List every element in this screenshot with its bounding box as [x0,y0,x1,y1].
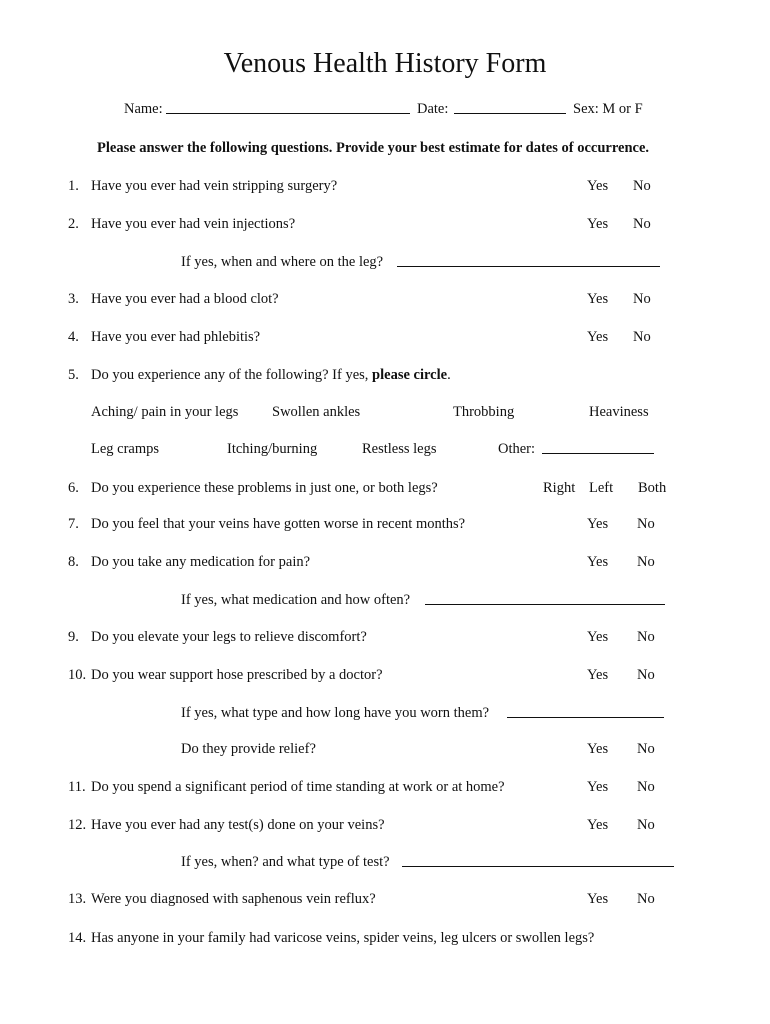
q8-yes[interactable]: Yes [587,554,609,570]
q1-text: Have you ever had vein stripping surgery? [91,178,338,194]
q11-text: Do you spend a significant period of time standing at work or at home? [91,779,505,795]
q11-no[interactable]: No [637,779,655,795]
q5-option-other[interactable]: Other: [498,441,536,457]
q5-option-throbbing[interactable]: Throbbing [453,404,515,420]
q3-yes[interactable]: Yes [587,291,609,307]
q14-number: 14. [68,930,87,946]
q4-no[interactable]: No [633,329,651,345]
q8-number: 8. [68,554,79,570]
q11-number: 11. [68,779,86,795]
q10-sub-no[interactable]: No [637,741,655,757]
q6-number: 6. [68,480,79,496]
q3-text: Have you ever had a blood clot? [91,291,279,307]
q12-yes[interactable]: Yes [587,817,609,833]
q5-option-heaviness[interactable]: Heaviness [589,404,649,420]
q5-option-aching[interactable]: Aching/ pain in your legs [91,404,239,420]
q8-no[interactable]: No [637,554,655,570]
date-label: Date: [417,101,449,117]
q14-text: Has anyone in your family had varicose veins, spider veins, leg ulcers or swollen legs? [91,930,595,946]
q1-no[interactable]: No [633,178,651,194]
date-field[interactable] [454,100,566,114]
q5-text [91,366,451,384]
q3-no[interactable]: No [633,291,651,307]
q6-left[interactable]: Left [589,480,614,496]
q2-no[interactable]: No [633,216,651,232]
q6-both[interactable]: Both [638,480,667,496]
q12-text: Have you ever had any test(s) done on your veins? [91,817,385,833]
sex-field[interactable]: Sex: M or F [573,101,643,117]
name-label: Name: [124,101,163,117]
q4-number: 4. [68,329,79,345]
q5-other-line[interactable] [542,440,654,454]
q5-option-itching[interactable]: Itching/burning [227,441,318,457]
q10-no[interactable]: No [637,667,655,683]
q12-followup: If yes, when? and what type of test? [181,854,390,870]
q5-text-a: Do you experience any of the following? If yes, [91,367,373,383]
q1-yes[interactable]: Yes [587,178,609,194]
q10-sub-question: Do they provide relief? [181,741,316,757]
q5-option-leg-cramps[interactable]: Leg cramps [91,441,160,457]
q2-answer-line[interactable] [397,253,660,267]
q2-number: 2. [68,216,79,232]
q9-number: 9. [68,629,79,645]
form-title: Venous Health History Form [223,48,547,79]
name-field[interactable] [166,100,410,114]
q13-no[interactable]: No [637,891,655,907]
q10-answer-line[interactable] [507,704,664,718]
q4-yes[interactable]: Yes [587,329,609,345]
q2-text: Have you ever had vein injections? [91,216,296,232]
q1-number: 1. [68,178,79,194]
q6-right[interactable]: Right [543,480,576,496]
q5-text-c: . [447,367,451,383]
q8-answer-line[interactable] [425,591,665,605]
q11-yes[interactable]: Yes [587,779,609,795]
q12-number: 12. [68,817,87,833]
q3-number: 3. [68,291,79,307]
instructions: Please answer the following questions. Provide your best estimate for dates of occurrence. [97,140,650,156]
q7-text: Do you feel that your veins have gotten worse in recent months? [91,516,466,532]
q5-option-swollen-ankles[interactable]: Swollen ankles [272,404,361,420]
q10-text: Do you wear support hose prescribed by a doctor? [91,667,383,683]
q8-followup: If yes, what medication and how often? [181,592,411,608]
q7-number: 7. [68,516,79,532]
q7-no[interactable]: No [637,516,655,532]
q13-text: Were you diagnosed with saphenous vein reflux? [91,891,376,907]
q5-option-restless-legs[interactable]: Restless legs [362,441,437,457]
q9-yes[interactable]: Yes [587,629,609,645]
q10-sub-yes[interactable]: Yes [587,741,609,757]
q10-followup: If yes, what type and how long have you worn them? [181,705,490,721]
q5-number: 5. [68,367,79,383]
q10-yes[interactable]: Yes [587,667,609,683]
q12-no[interactable]: No [637,817,655,833]
q4-text: Have you ever had phlebitis? [91,329,261,345]
q6-text: Do you experience these problems in just one, or both legs? [91,480,438,496]
q13-yes[interactable]: Yes [587,891,609,907]
q8-text: Do you take any medication for pain? [91,554,311,570]
q13-number: 13. [68,891,87,907]
q7-yes[interactable]: Yes [587,516,609,532]
q9-text: Do you elevate your legs to relieve discomfort? [91,629,367,645]
q2-followup: If yes, when and where on the leg? [181,254,384,270]
q2-yes[interactable]: Yes [587,216,609,232]
q9-no[interactable]: No [637,629,655,645]
q5-text-emphasis: please circle [372,367,448,383]
q12-answer-line[interactable] [402,853,674,867]
q10-number: 10. [68,667,87,683]
